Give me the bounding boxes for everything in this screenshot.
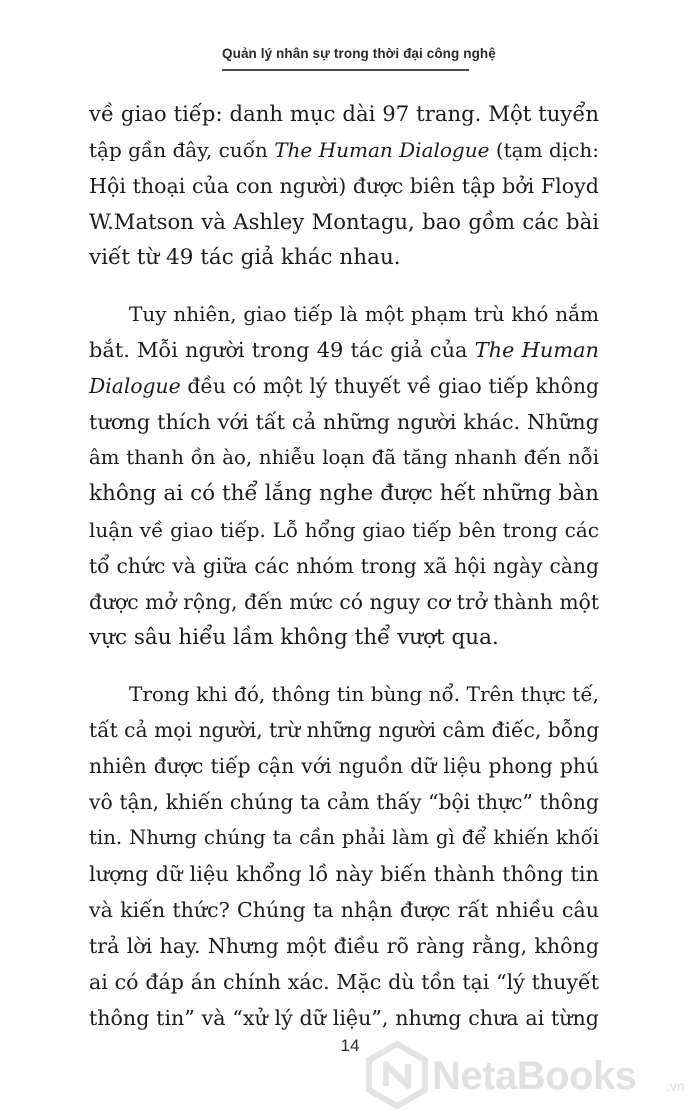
header-rule: [222, 69, 469, 71]
page-number: 14: [340, 1036, 360, 1055]
running-header-title: Quản lý nhân sự trong thời đại công nghệ: [222, 46, 496, 61]
text-line: tổ chức và giữa các nhóm trong xã hội ngày càng: [89, 554, 599, 578]
text-line: Dialogue đều có một lý thuyết về giao tiếp không: [89, 374, 599, 398]
text-line: và kiến thức? Chúng ta nhận được rất nhiều câu: [89, 898, 599, 922]
text-line: vực sâu hiểu lầm không thể vượt qua.: [89, 625, 499, 650]
netabooks-watermark: [362, 1040, 692, 1110]
text-line: W.Matson và Ashley Montagu, bao gồm các bài: [89, 209, 599, 234]
text-line: được mở rộng, đến mức có nguy cơ trở thành một: [89, 590, 599, 614]
text-line: tập gần đây, cuốn The Human Dialogue (tạm dịch:: [89, 138, 599, 162]
text-line: trả lời hay. Nhưng một điều rõ ràng rằng, không: [89, 934, 599, 958]
text-line: lượng dữ liệu khổng lồ này biến thành thông tin: [89, 862, 599, 886]
text-line: nhiên được tiếp cận với nguồn dữ liệu phong phú: [89, 754, 599, 778]
text-line: ai có đáp án chính xác. Mặc dù tồn tại “lý thuyết: [89, 970, 599, 994]
text-line: luận về giao tiếp. Lỗ hổng giao tiếp bên trong các: [89, 518, 599, 542]
running-header: [0, 0, 700, 80]
watermark-brand: NetaBooks: [432, 1054, 637, 1098]
paragraph-gap: [89, 656, 599, 676]
text-line: âm thanh ồn ào, nhiễu loạn đã tăng nhanh đến nỗi: [89, 446, 599, 469]
text-line: Hội thoại của con người) được biên tập bởi Floyd: [89, 174, 599, 198]
page-body: [89, 96, 599, 1036]
paragraph-1: [89, 96, 599, 276]
text-line: vô tận, khiến chúng ta cảm thấy “bội thực” thông: [89, 790, 599, 814]
text-line: tương thích với tất cả những người khác. Những: [89, 410, 599, 434]
text-line: viết từ 49 tác giả khác nhau.: [89, 245, 401, 270]
text-line: Tuy nhiên, giao tiếp là một phạm trù khó nắm: [129, 302, 599, 326]
netabooks-logo-icon: [362, 1040, 432, 1110]
text-line: tất cả mọi người, trừ những người câm điếc, bỗng: [89, 718, 600, 742]
paragraph-3: [89, 676, 599, 1036]
watermark-domain: .vn: [666, 1078, 685, 1094]
text-line: về giao tiếp: danh mục dài 97 trang. Một tuyển: [89, 101, 599, 126]
text-line: Trong khi đó, thông tin bùng nổ. Trên thực tế,: [129, 682, 599, 706]
paragraph-2: [89, 296, 599, 656]
text-line: thông tin” và “xử lý dữ liệu”, nhưng chưa ai từng: [89, 1006, 599, 1030]
paragraph-gap: [89, 276, 599, 296]
text-line: không ai có thể lắng nghe được hết những bàn: [89, 481, 599, 506]
text-line: bắt. Mỗi người trong 49 tác giả của The Human: [89, 338, 599, 362]
text-line: tin. Nhưng chúng ta cần phải làm gì để khiến khối: [89, 826, 599, 849]
